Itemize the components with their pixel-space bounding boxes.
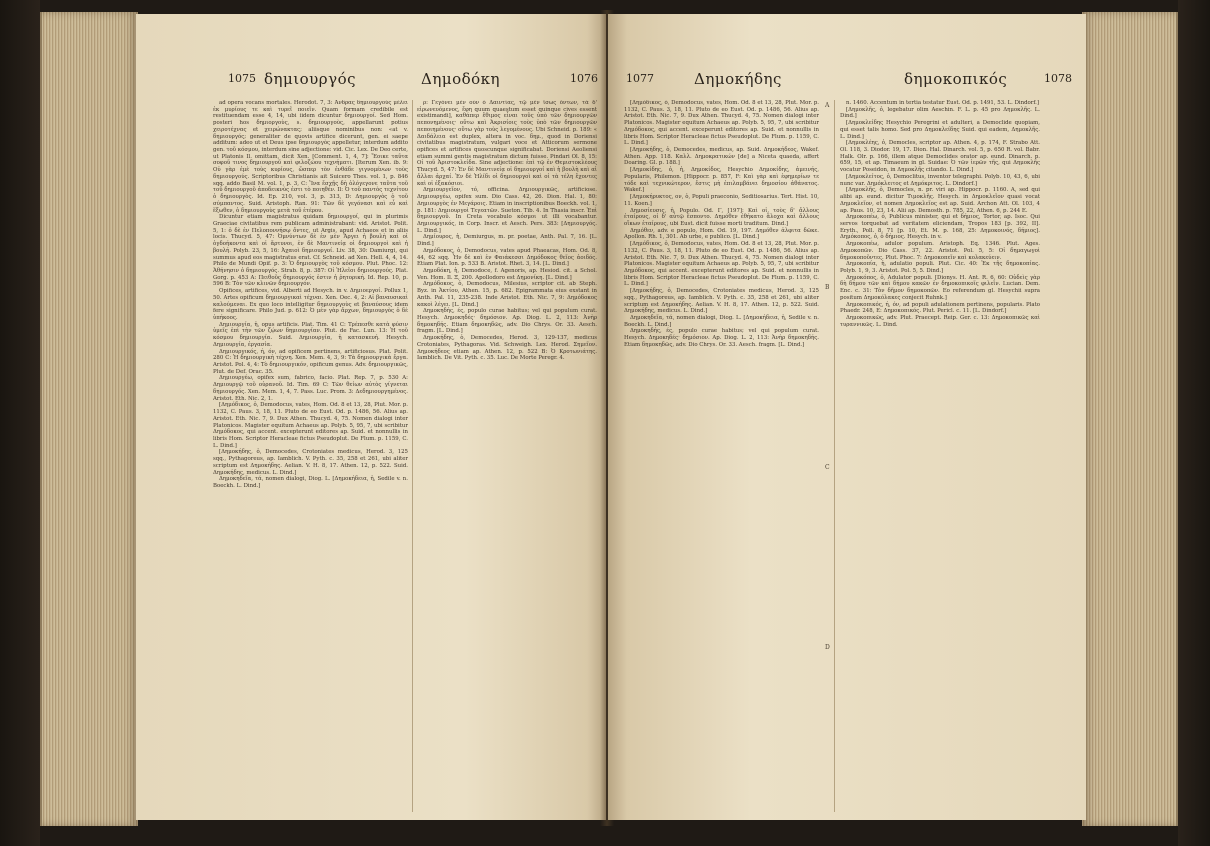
entry-paragraph: [Δημόδικος, ὁ, Demodocus, vates, Hom. Od. 8 et 13, 28, Plut. Mor. p. 1132, C. Paus. 3, 18, 11. Pluto de eo Eust. Od. p. 1486, 56. Alius ap. Aristot. Eth. Nic. 7, 9. Dux Athen. Thucyd. 4, 75. Nomen dialogi inter Platonicos. Magister equitum Achaeus ap. Polyb. 5, 95, 7, ubi scribitur Δημόδοκος, qui accent. exceperunt editores ap. Suid. et nonnullis in libris Hom. Scriptor Heracleae fictus Pseudoplut. De Flum. p. 1159, C. L. Dind.] [624, 100, 819, 147]
entry-paragraph: Opifices, artifices, vid. Alberti ad Hesych. in v. Δημιοεργοί. Pollux 1, 50. Artes opificum δημιουργικαὶ τέχναι. Xen. Oec. 4, 2: Αἱ βαναυσικαὶ καλούμεναι. Ex quo loco intelligitur δημιουργοὺς et βαναύσους idem fere significare. Philo Jud. p. 612: Ὁ μὲν γὰρ ἄρχων, δημιουργὸς ὁ δὲ ὑπήκοος. [213, 288, 408, 321]
entry-paragraph: Δημοκοπέω, ὁ, Publicus minister, qui et δήμιος, Tortor, ap. Isoc. Qui servos torquebat ad veritatem eliciendam, Tropos 183 [p. 392, II]. Eryth., Poll. 8, 71 [p. 10, Et. M. p. 168, 25: Δημοκοινός, δήμιος]. Δημόκοπος, ὁ, ὁ δήμιος. Hesych. in v. [840, 214, 1040, 241]
entry-paragraph: Δημοσίευσις, ἡ, Populo. Od. Γ, [197]: Καὶ οἱ, τοὺς δ' ἄλλους ἐταίρους, οἱ δ' αὐτῷ ἕσποντο. Δημόθεν ἐθήκατο ἄλοχα καὶ ἄλλους οἴκων ἐταίρους, ubi Eust. dicit fuisse morti traditum. Dind.] [624, 207, 819, 227]
entry-paragraph: Δημόθεν, adv. e populo, Hom. Od. 19, 197. Δημόθεν ἀλφιτα δῶκε. Apollon. Rh. 1, 301. Ab urbe, e publico. [L. Dind.] [624, 227, 819, 241]
entry-paragraph: Δημοκοπικός, ή, όν, ad populi adulationem pertinens, popularis. Plato Phaedr. 248, E: Δημοκοπικός. Plut. Pericl. c. 11. [L. Dindorf.] [840, 301, 1040, 315]
entry-paragraph: ρ: Γεγόνει μὲν οὖν ὁ Δαιντίας, τῷ μὲν ἴσως ὄντων, τὰ δ' εἰρωνευόμενος, ἔφη quum quaestum esset quinque cives essent existimandi], καθάπερ ἔθιμος εἶναι τοῦς ὑπὸ τῶν δημιουργῶν πεπονημένοις· οὕτω καὶ Ἀκρισίοις τοὺς ὑπὸ τῶν δημιουργῶν πεποιημένους· οὕτω γὰρ τοὺς λεγομένους. Ubi Schneid. p. 189: « Δαιδάλεια est duplex, altera in voc. δημ., quod in Doriensi civitatibus magistratum, vulgari voce et Atticorum sermone opifices et artifices quoscunque significabat. Doriensi Aeoliensi etiam summi gentis magistratum dictum fuisse. Pindari Ol. 8, 15: Οἱ τοῦ Ἀριστοκλείδα. Sine adjectione: ἐπὶ τῷ ἐν Θεμιστοκλέους Thucyd. 5, 47: Ἐν δὲ Μαντινείᾳ οἱ δημιουργοί καὶ ἡ βουλὴ καὶ αἱ ἄλλαι ἀρχαί. Ἐν δὲ Ἠλίδι οἱ δημιουργοὶ καὶ οἱ τὰ τέλη ἔχοντες καὶ οἱ ἑξακόσιοι. [417, 100, 597, 187]
page-number-1077: 1077 [626, 72, 654, 85]
background-right [1178, 0, 1210, 846]
right-page-header [608, 70, 1086, 92]
entry-paragraph: Δημοκοπικῶς, adv. Plut. Praecept. Reip. Ger. c. 13: Δημοκοπικῶς καὶ τυραννικῶς. L. Dind. [840, 315, 1040, 328]
right-page-column-2 [840, 100, 1040, 820]
header-word-left: δημιουργός [264, 70, 357, 88]
entry-paragraph: Δημιουργικός, ή, όν, ad opificem pertinens, artificiosus. Plat. Polit. 280 C: Ἡ δημιουργικὴ τέχνη. Xen. Mem. 4, 3, 9: Τὰ δημιουργικὰ ἔργα. Aristot. Pol. 4, 4: Τὸ δημιουργικόν, opificum genus. Adv. δημιουργικῶς, Plut. de Def. Orac. 35. [213, 348, 408, 375]
left-page-header [136, 70, 606, 92]
section-mark: A [825, 102, 830, 109]
entry-paragraph: [Δημόδικος, ὁ, Demodocus, vates, Hom. Od. 8 et 13, 28, Plut. Mor. p. 1132, C. Paus. 3, 18, 11. Pluto de eo Eust. Od. p. 1486, 56. Alius ap. Aristot. Eth. Nic. 7, 9. Dux Athen. Thucyd. 4, 75. Nomen dialogi inter Platonicos. Magister equitum Achaeus ap. Polyb. 5, 95, 7, ubi scribitur Δημόδοκος, qui accent. excepterunt editores ap. Suid. et nonnullis in libris Hom. Scriptor Heracleae fictus Pseudoplut. De Flum. p. 1159, C. L. Dind.] [213, 402, 408, 449]
header-word-right: Δημοδόκη [421, 70, 501, 88]
entry-paragraph: Δημιουργία, ἡ, opus artificis. Plat. Tim. 41 C: Τρέπεσθε κατὰ φύσιν ὑμεῖς ἐπὶ τὴν τῶν ζῴων δημιουργίαν. Plut. de Fac. Lun. 13: Ἡ τοῦ κόσμου δημιουργία. Suid. Δημιουργία, ἡ κατασκευή. Hesych. Δημιουργία, ἐργασία. [213, 321, 408, 348]
entry-paragraph: Δημοκηδής, ές, populo curae habitus; vel qui populum curat. Hesych. Δημοκηδές· δημόσιον. Ap. Diog. L. 2, 113: Ἀνὴρ δημοκηδής. Etiam δημοκηδῶς, adv. Dio Chrys. Or. 33. Aesch. fragm. [L. Dind.] [417, 308, 597, 335]
entry-paragraph: Δημοκοπέω, adulor populum. Aristoph. Eq. 1346. Plut. Ages. Δημοκοπῶν. Dio Cass. 37, 22. Aristot. Pol. 5, 5: Οἱ δημαγωγοὶ δημοκοποῦντες. Plut. Phoc. 7: Δημοκοπεῖν καὶ κολακεύειν. [840, 241, 1040, 261]
page-number-1076: 1076 [570, 72, 598, 85]
entry-paragraph: Δημοκηδής, ές, populo curae habitus; vel qui populum curat. Hesych. Δημοκηδές· δημόσιον. Ap. Diog. L. 2, 113: Ἀνὴρ δημοκηδής. Etiam δημοκηδῶς, adv. Dio Chrys. Or. 33. Aesch. fragm. [L. Dind.] [624, 328, 819, 348]
left-page-column-2 [417, 100, 597, 820]
entry-paragraph: ad opera vocans mortales. Herodot. 7, 3: Ἀνδρας δημιουργοὺς μέλει ἐκ μυρίους τε καὶ τυρεῖ ποιεῖν. Quam formam credibile est restituendam esse 4, 14, ubi iidem dicuntur δημιουργοί. Sed Hom. posteri hos δημιοργοὺς, s. δημιουργοὺς, appellarunt potius χειροτέχνας et χειρώνακτας; aliisque nominibus non: «at v. δημιουργός; generaliter de quovis artifice dicerunt, gen. ei saepe additum: adeo ut et Deus ipse δημιουργὸς appelletur, interdum addito gen. τοῦ κόσμου, interdum sine adjectione: vid. Cic. Lex. De Deo certe, ut Platonis Il. omittam, dicit Xen. [Comment. 1, 4, 7]: Ἔοικε ταῦτα σοφοῦ τινος δημιουργοῦ καὶ φιλοζώου τεχνήματι. [Iterum Xen. ib. 9: Οὐ γὰρ ἐμὲ τοὺς κυρίους, ὥσπερ τὸν ἐνθάδε γιγνομένων τοὺς δημιουργούς. Scriptoribus Christianis ait Suicero Thes. vol. 1, p. 846 sqq. addo Basil M. vol. 1, p. 3, C: Ἵνα ἔσχῇς δὴ ὁλόγεγονε ταῦτα τοῦ τοῦ δημιουργοῦ ἀποδεικνὺς ἐστι τὸ ποιηθέν. Il: Ὁ τοῦ παντὸς τεχνίτου ὁ δημιουργὸς. Id. Ep. 210, vol. 3, p. 313, D: Δημιουργὸς ὁ τοῦ σύμπαντος. Suid. Aristoph. Ran. 91: Τῶν δὲ γεγόνασι καὶ εὖ καὶ ἕξωθεν, ὁ δημιουργοὺς μετὰ τοῦ ἑτέρου. [213, 100, 408, 214]
entry-paragraph: [Δημοκλείτος, ὁ, Democlitus, inventor telegraphi. Polyb. 10, 43, 6, ubi nunc var. Δημόκλειτος et Δημόκριτος. L. Dindorf.] [840, 173, 1040, 187]
entry-paragraph: [Δημοκίδης, ὁ, ἡ, Δημοκίδος, Hesychio Δημοκίδης, ἀμεινής, Popularis, Philemon. [Hippocr. p. 857, F: Καὶ γὰρ καὶ ἐφημερίων τε τόδε καὶ τεχνικώτερον, ἔστις μὴ ἐπιλαμβάνει δημοσίου ἀθάνατος. Wakef.] [624, 167, 819, 194]
entry-paragraph: [Δημόδικος, ὁ, Demodocus, vates, Hom. Od. 8 et 13, 28, Plut. Mor. p. 1132, C. Paus. 3, 18, 11. Pluto de eo Eust. Od. p. 1486, 56. Alius ap. Aristot. Eth. Nic. 7, 9. Dux Athen. Thucyd. 4, 75. Nomen dialogi inter Platonicos. Magister equitum Achaeus ap. Polyb. 5, 95, 7, ubi scribitur Δημόδοκος, qui accent. excepterunt editores ap. Suid. et nonnullis in libris Hom. Scriptor Heracleae fictus Pseudoplut. De Flum. p. 1159, C. L. Dind.] [624, 241, 819, 288]
header-word-left: Δημοκήδης [694, 70, 782, 88]
right-page [608, 14, 1086, 820]
left-page-edges [40, 12, 138, 826]
entry-paragraph: Δημοκηδεῖα, τά, nomen dialogi, Diog. L. [Δημοκήδεια, ἡ, Sedile v. n. Boeckh. L. Dind.] [624, 315, 819, 328]
entry-paragraph: [Δημοκλῆς, ὁ, legebatur olim Aeschin. F. L. p. 45 pro Δημοκλῆς. L. Dind.] [840, 106, 1040, 120]
entry-paragraph: [Δημοκήρυκτος, ον, ὁ, Populi praeconio, Seditiosarius. Tert. Hist. 10, 11. Koen.] [624, 194, 819, 207]
entry-paragraph: Δημοκήδης, ὁ, Democedes, Herod. 3, 129-137, medicus Crotoniates, Pythagoras. Vid. Schweigh. Lex. Herod. Σημεῖον. Δημοκήδεος etiam ap. Athen. 12, p. 522 B: Ὁ Κροτωνιάτης. Iamblich. De Vit. Pyth. c. 35. Luc. De Morte Peregr. 4. [417, 335, 597, 362]
left-page [136, 14, 606, 820]
entry-paragraph: Dicuntur etiam magistratus quidam δημιουργοί, qui in plurimis Graeciae civitatibus rem publicam administrabant: vid. Aristot. Polit. 5, 1: ὁ δὲ ἐν Πελοποννήσῳ ὄντες, ut Argis, apud Achaeos et in aliis locis. Thucyd. 5, 47: Ὀμνύντων δὲ ἐν μὲν Ἄργει ἡ βουλὴ καὶ οἱ ὀγδοήκοντα καὶ οἱ ἄρτυνοι, ἐν δὲ Μαντινείᾳ οἱ δημιουργοὶ καὶ ἡ βουλή. Polyb. 23, 5, 16: Ἀχαιοὶ δημιουργοί. Liv. 38, 30: Damiurgi, qui summus apud eos magistratus erat. Cf. Schneid. ad Xen. Hell. 4, 4, 14. Philo de Mundi Opif. p. 3: Ὁ δημιουργὸς τοῦ κόσμου. Plut. Phoc. 12: Ἀθήνησιν ὁ δημιουργός. Strab. 8, p. 387: Οἱ Ἠλεῖοι δημιουργούς. Plat. Gorg. p. 453 A: Πειθοῦς δημιουργός ἐστιν ἡ ῥητορική. Id. Rep. 10, p. 596 B: Τὸν τῶν κλινῶν δημιουργόν. [213, 214, 408, 288]
background-left [0, 0, 40, 846]
entry-paragraph: Δημοκηδεῖα, τά, nomen dialogi, Diog. L. [Δημοκήδεια, ἡ, Sedile v. n. Boeckh. L. Dind.] [213, 476, 408, 489]
entry-paragraph: Δημόδοκος, ὁ, Demodocus, Milesius, scriptor cit. ab Steph. Byz. in Ἀκτίου, Athen. 15, p. 682. Epigrammata eius exstant in Anth. Pal. 11, 235-238. Inde Aristot. Eth. Nic. 7, 9: Δημόδοκος κακοὶ λέγει. [L. Dind.] [417, 281, 597, 308]
left-page-column-1 [213, 100, 408, 820]
right-page-edges [1082, 12, 1178, 826]
page-number-1075: 1075 [228, 72, 256, 85]
header-word-right: δημοκοπικός [904, 70, 1008, 88]
entry-paragraph: Δημοδόκη, ἡ, Demodoce, f. Agenoris, ap. Hesiod. cit. a Schol. Ven. Hom. Il. Ξ, 200. Apollodoro est Δημονίκη. [L. Dind.] [417, 267, 597, 281]
entry-paragraph: [Δημοκήδης, ὁ, Democedes, Crotoniates medicus, Herod. 3, 125 sqq., Pythagoreus, ap. Iamblich. V. Pyth. c. 35, 258 et 261, ubi aliter scriptum est Δημοκήδης. Aelian. V. H. 8, 17. Athen. 12, p. 522. Suid. Δημοκήδης, medicus. L. Dind.] [213, 449, 408, 476]
entry-paragraph: Δημιουργεῖον, τό, officina. Δημιουργικῶς, artificiose. Δημιουργέω, opifex sum. Dio Cass. 42, 26. Dion. Hal. 1, 80: Δημιουργὸς ἐν Μεγάροις. Etiam in inscriptionibus Boeckh. vol. 1, p. 181: Δημιουργοὶ Τεγεατῶν. Sueton. Tib. 4. In Thasia inscr. Ἐπὶ δημιουργοῦ. In Creta vocabulo κόσμοι ut illi vocabantur. Δημιουργικός, in Corp. Inscr. et Aesch. Pers. 383: [Δημιουργός. L. Dind.] [417, 187, 597, 234]
entry-paragraph: [Δημοκήδης, ὁ, Democedes, medicus, ap. Suid. Δημοκήδεος, Wakef. Athen. App. 118. Καλλ. Δημοκρατικών [de] a Niceta quaeda, affert Doaring. Gl. p. 188.] [624, 147, 819, 167]
section-mark: C [825, 464, 830, 471]
entry-paragraph: n. 1460. Accentum in tertia testatur Eust. Od. p. 1491, 53. L. Dindorf.] [846, 100, 1039, 106]
entry-paragraph: Δημοκοπία, ἡ, adulatio populi. Plut. Cic. 40: Ἐκ τῆς δημοκοπίας. Polyb. 1, 9, 3. Aristot. Pol. 5, 5. Dind.] [840, 261, 1040, 274]
column-divider [834, 100, 835, 812]
page-number-1078: 1078 [1044, 72, 1072, 85]
right-page-column-1 [624, 100, 819, 820]
entry-paragraph: [Δημοκλέης, ὁ, Democles, scriptor ap. Athen. 4, p. 174, F. Strabo Att. Ol. 118, 3. Diodor. 19, 17. Dion. Hal. Dinarch. vol. 5, p. 650 R. vol. Babr. Halk. Olr. p. 166, illem atque Democlides orator ap. eund. Dinarch. p. 659, 15, et ap. Timaeum in gl. Suidae: Ὁ τῶν ἱερῶν τῆς, qui Δημοκλῆς vocatur Poseidon, in Δημοκλῆς citando. L. Dind.] [840, 140, 1040, 174]
entry-paragraph: Δημοκόπος, ὁ, Adulator populi. [Dionys. H. Ant. R. 6, 60: Οὐδεὶς γὰρ δὴ δήμου τῶν καὶ δήμου κακῶν ἐν δημοκοπικοῖς φιλεῖν. Lucian. Dem. Enc. c. 31: Τὸν δῆμον δημοκοπῶν. Eo referendum gl. Hesychii supra positum Δημοκόλακες conjecit Ruhnk.] [840, 274, 1040, 301]
entry-paragraph: Δημόδοκος, ὁ, Demodocus, vates apud Phaeacas, Hom. Od. 8, 44, 62 sqq. Ἦν δὲ καὶ ἐν Φαιάκεσσι Δημόδοκος θεῖος ἀοιδός. Etiam Plat. Ion. p. 533 B. Aristot. Rhet. 3, 14. [L. Dind.] [417, 247, 597, 268]
section-mark: D [825, 644, 830, 651]
entry-paragraph: [Δημοκήδης, ὁ, Democedes, Crotoniates medicus, Herod. 3, 125 sqq., Pythagoreus, ap. Iamblich. V. Pyth. c. 35, 258 et 261, ubi aliter scriptum est Δημοκήδης. Aelian. V. H. 8, 17. Athen. 12, p. 522. Suid. Δημοκήδης, medicus. L. Dind.] [624, 288, 819, 315]
entry-paragraph: [Δημοκλείδης Hesychio Peregrini et adulteri, a Democlide quopiam, qui esset talis homo. Sed pro Δημοκλείδης Suid. qui eadem, Δημοκλῆς. L. Dind.] [840, 120, 1040, 140]
entry-paragraph: [Δημοκλῆς, ὁ, Democles, n. pr. viri ap. Hippocr. p. 1160. A, sed qui alibi ap. eund. dicitur Τιμοκλῆς. Hesych. in Δημοκλεῖον quasi vocat Δημοκλεῖον, et nomen Δημοκλεῖος est ap. Suid. Archon Att. Ol. 103, 4 ap. Paus. 10, 23, 14. Alii ap. Demosth. p. 785, 22, Athen. 6, p. 244 E. [840, 187, 1040, 214]
entry-paragraph: Δημιουργέω, opifex sum, fabrico, facio. Plat. Rep. 7, p. 530 A: Δημιουργῷ τοῦ οὐρανοῦ. Id. Tim. 69 C: Τῶν θείων αὐτὸς γίγνεται δημιουργός. Xen. Mem. 1, 4, 7. Pass. Luc. Prom. 3: Δεδημιουργημένος. Aristot. Eth. Nic. 2, 1. [213, 375, 408, 402]
column-divider [412, 100, 413, 812]
entry-paragraph: Δημίουρος, ἡ, Demiurgus, m. pr. poetae, Anth. Pal. 7, 16. [L. Dind.] [417, 234, 597, 248]
section-mark: B [825, 284, 830, 291]
